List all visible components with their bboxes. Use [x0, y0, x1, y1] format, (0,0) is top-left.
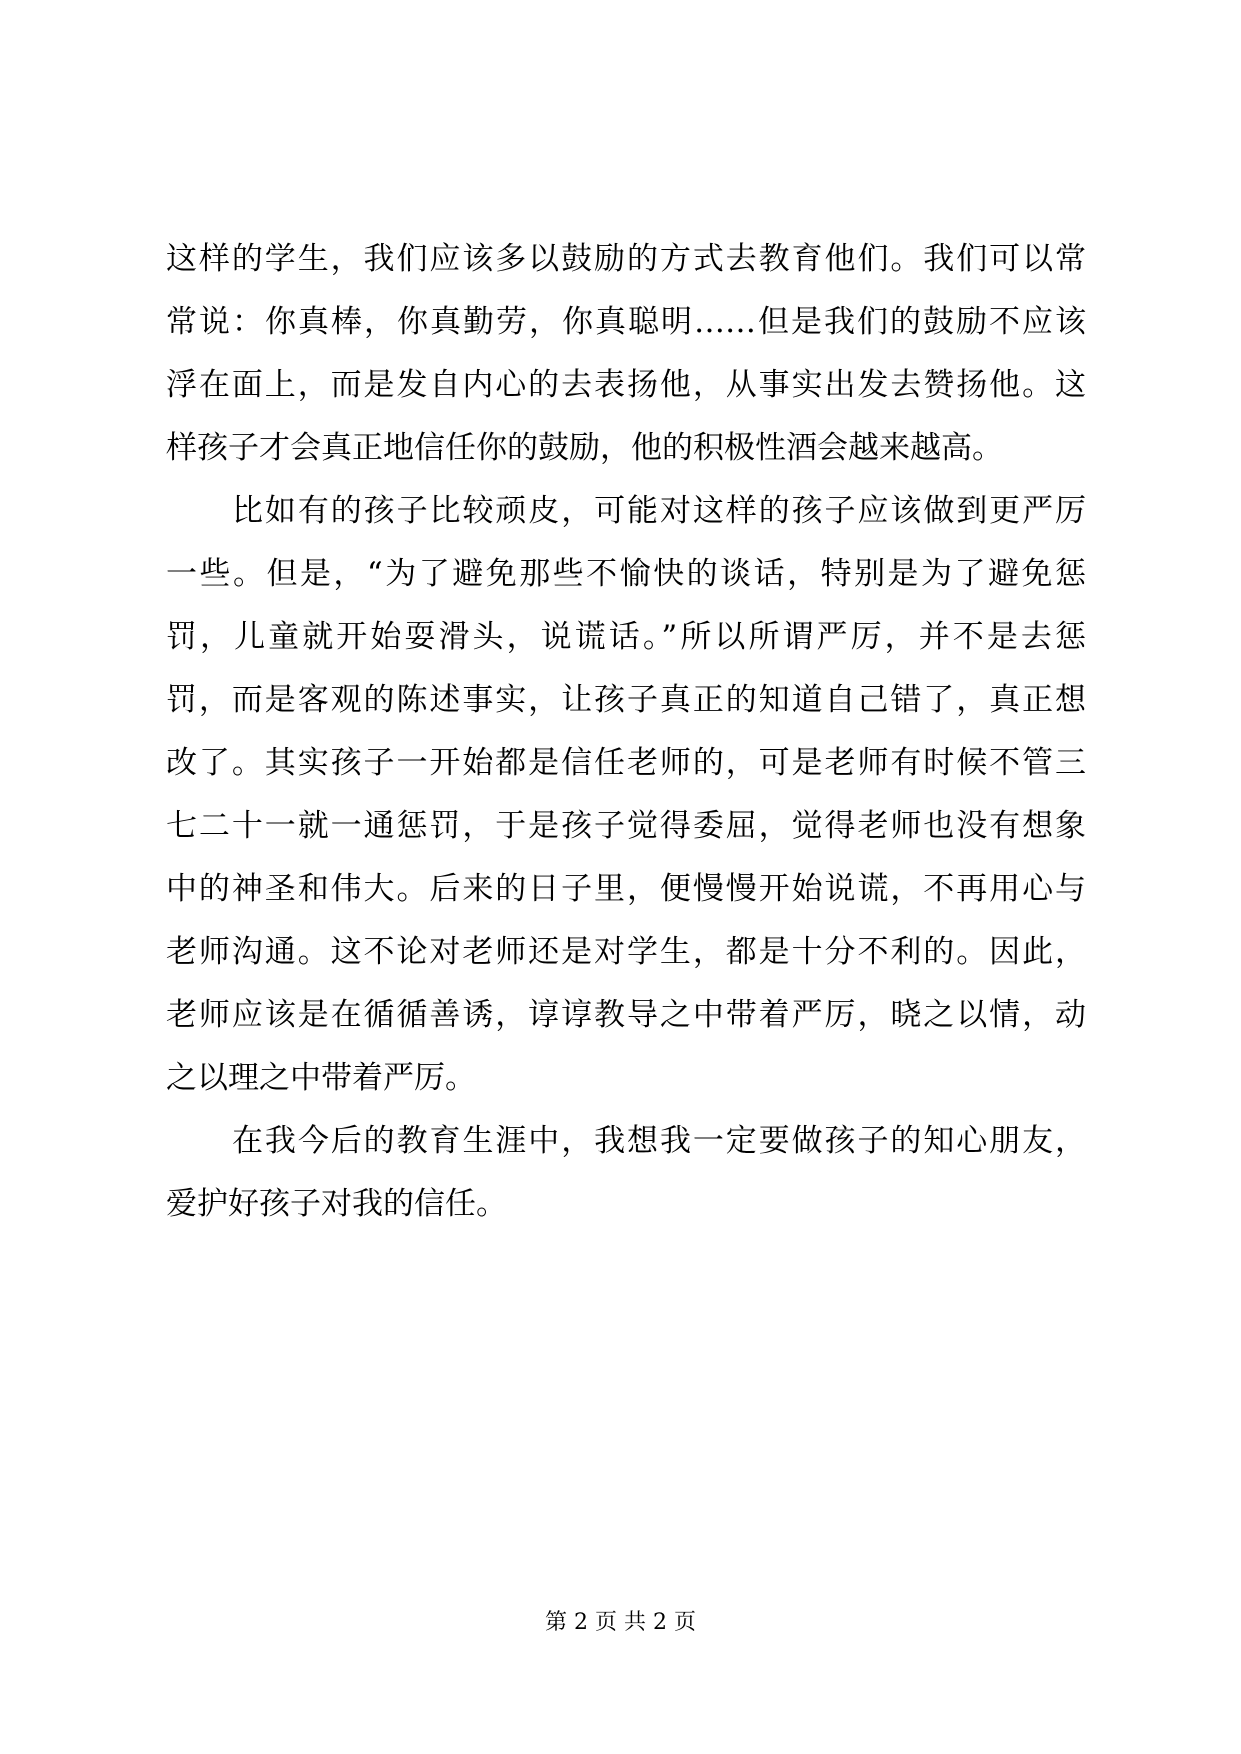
text-line: 样孩子才会真正地信任你的鼓励，他的积极性酒会越来越高。 [166, 430, 1003, 466]
text-line: 一些。但是，“为了避免那些不愉快的谈话，特别是为了避免惩 [166, 556, 1086, 592]
text-line: 老师沟通。这不论对老师还是对学生，都是十分不利的。因此， [166, 934, 1086, 970]
text-line: 在我今后的教育生涯中，我想我一定要做孩子的知心朋友， [232, 1123, 1086, 1159]
text-line: 常说：你真棒，你真勤劳，你真聪明……但是我们的鼓励不应该 [166, 304, 1086, 340]
text-line: 老师应该是在循循善诱，谆谆教导之中带着严厉，晓之以情，动 [166, 997, 1086, 1033]
body-text [166, 228, 1086, 1236]
text-line: 罚，而是客观的陈述事实，让孩子真正的知道自己错了，真正想 [166, 682, 1086, 718]
text-line: 七二十一就一通惩罚，于是孩子觉得委屈，觉得老师也没有想象 [166, 808, 1086, 844]
text-line: 这样的学生，我们应该多以鼓励的方式去教育他们。我们可以常 [166, 241, 1086, 277]
text-line: 爱护好孩子对我的信任。 [166, 1186, 507, 1222]
text-line: 之以理之中带着严厉。 [166, 1060, 476, 1096]
text-line: 罚，儿童就开始耍滑头，说谎话。”所以所谓严厉，并不是去惩 [166, 619, 1086, 655]
text-line: 改了。其实孩子一开始都是信任老师的，可是老师有时候不管三 [166, 745, 1086, 781]
text-line: 中的神圣和伟大。后来的日子里，便慢慢开始说谎，不再用心与 [166, 871, 1086, 907]
text-line: 浮在面上，而是发自内心的去表扬他，从事实出发去赞扬他。这 [166, 367, 1086, 403]
page-footer: 第 2 页 共 2 页 [545, 1610, 696, 1635]
text-line: 比如有的孩子比较顽皮，可能对这样的孩子应该做到更严厉 [232, 493, 1086, 529]
